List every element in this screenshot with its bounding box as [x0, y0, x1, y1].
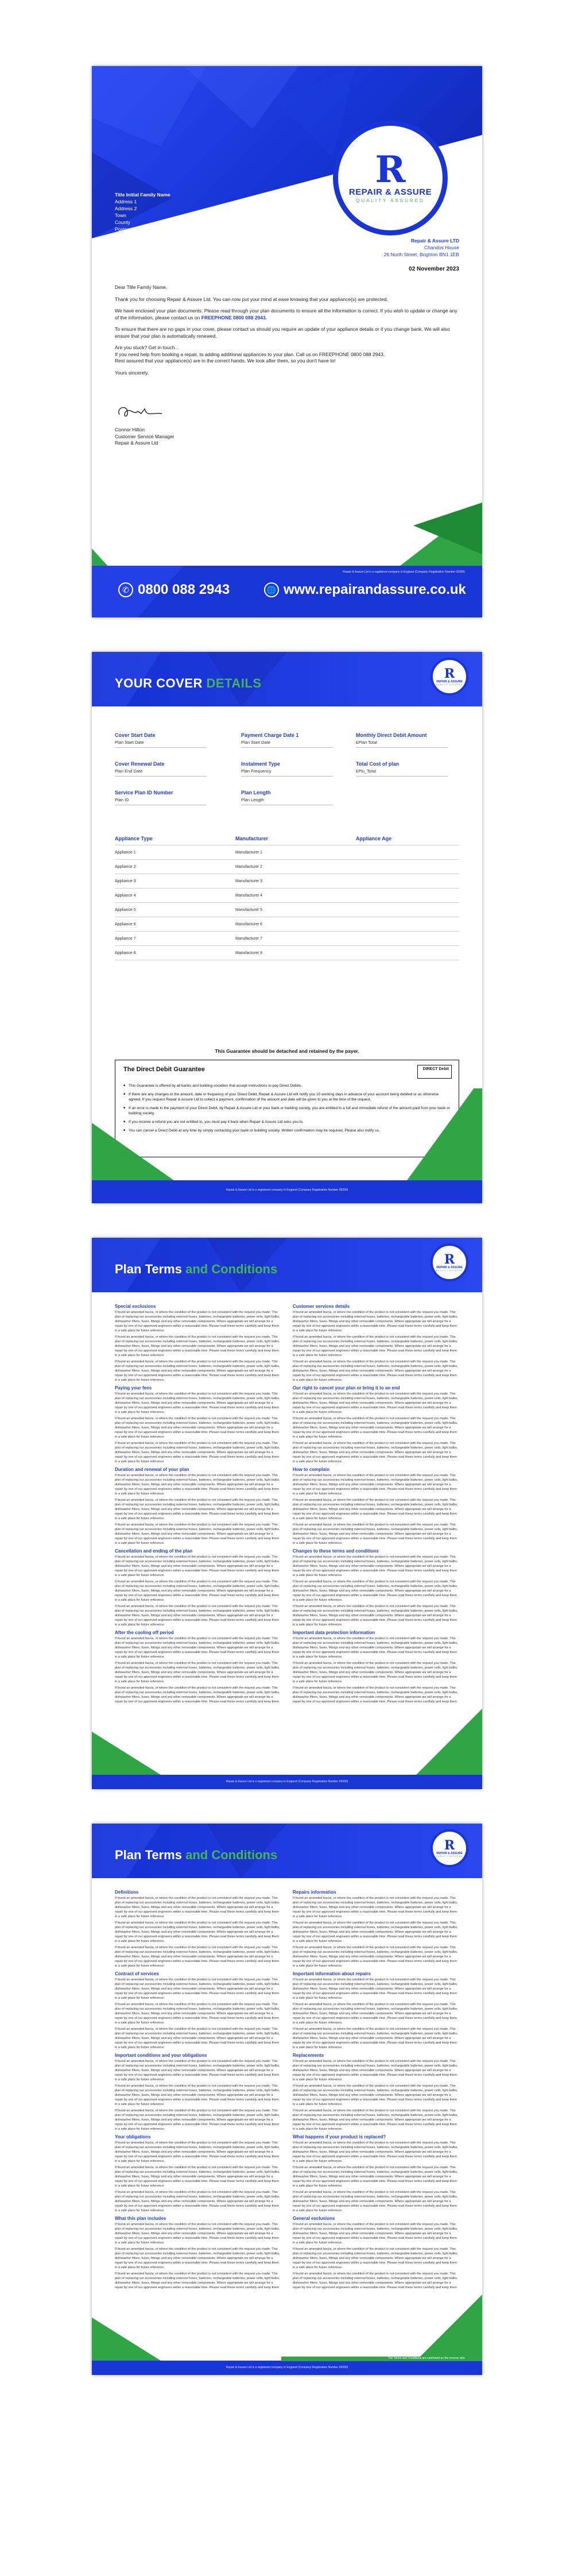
- signatory-name: Connor Hilton: [115, 427, 145, 432]
- terms-column-right: [293, 1301, 459, 1703]
- brand-logo-small: R REPAIR & ASSURE QUALITY ASSURED: [430, 1829, 468, 1867]
- direct-debit-logo: DIRECT Debit: [417, 1065, 452, 1079]
- cover-footer-graphic: [92, 1088, 482, 1203]
- detach-note: This Guarantee should be detached and retained by the payer.: [215, 1048, 359, 1054]
- field-plan-length: Plan Length Plan Length: [241, 790, 333, 805]
- footer-company-note: Repair & Assure Ltd is a registered company in England (Company Registration Number 09390): [343, 570, 465, 574]
- terms-paragraph: If found an amended fascia, or where the condition of the product is not consistent with the request you made. This plan of replacing our accessories including external hoses, batteries, rechargeable batteries, power cells, light bulbs, dishwasher filters, fuses, fittings and any other removable components. Where appropriate we will arrange for a repair by one of our approved engineers within a reasonable time. Please read these terms carefully and keep them in a safe place for future reference.: [293, 1605, 458, 1627]
- bullet-icon: ■: [123, 1129, 126, 1132]
- terms-title: Plan Terms and Conditions: [115, 1848, 278, 1862]
- terms-footer-note: Repair & Assure Ltd is a registered company in England (Company Registration Number 09390): [226, 2366, 348, 2369]
- terms-paragraph: If found an amended fascia, or where the condition of the product is not consistent with the request you made. This plan of replacing our accessories including external hoses, batteries, rechargeable batteries, power cells, light bulbs, dishwasher filters, fuses, fittings and any other removable components. Where appropriate we will arrange for a repair by one of our approved engineers within a reasonable time. Please read these terms carefully and keep them in a safe place for future reference.: [293, 2060, 458, 2081]
- terms-paragraph: If found an amended fascia, or where the condition of the product is not consistent with the request you made. This plan of replacing our accessories including external hoses, batteries, rechargeable batteries, power cells, light bulbs, dishwasher filters, fuses, fittings and any other removable components. Where appropriate we will arrange for a repair by one of our approved engineers within a reasonable time. Please read these terms carefully and keep them in a safe place for future reference.: [115, 1662, 280, 1683]
- logo-tagline: QUALITY ASSURED: [356, 198, 425, 203]
- address-line: Address 1: [115, 199, 137, 204]
- terms-heading: Contract of services: [115, 1971, 159, 1976]
- terms-paragraph: If found an amended fascia, or where the condition of the product is not consistent with the request you made. This plan of replacing our accessories including external hoses, batteries, rechargeable batteries, power cells, light bulbs, dishwasher filters, fuses, fittings and any other removable components. Where appropriate we will arrange for a repair by one of our approved engineers within a reasonable time. Please read these terms carefully and keep them in a safe place for future reference.: [115, 1555, 280, 1577]
- salutation: Dear Title Family Name,: [115, 284, 168, 290]
- appliance-row: [115, 889, 459, 898]
- terms-paragraph: If found an amended fascia, or where the condition of the product is not consistent with the request you made. This plan of replacing our accessories including external hoses, batteries, rechargeable batteries, power cells, light bulbs, dishwasher filters, fuses, fittings and any other removable components. Where appropriate we will arrange for a repair by one of our approved engineers within a reasonable time. Please read these terms carefully and keep them in a safe place for future reference.: [293, 1662, 458, 1683]
- signature-image: [115, 402, 166, 422]
- appliance-type: Appliance 3: [115, 879, 136, 883]
- terms-heading: How to complain: [293, 1467, 329, 1472]
- sender-line: Repair & Assure LTD: [410, 238, 459, 244]
- terms-paragraph: If found an amended fascia, or where the condition of the product is not consistent with the request you made. This plan of replacing our accessories including external hoses, batteries, rechargeable batteries, power cells, light bulbs, dishwasher filters, fuses, fittings and any other removable components. Where appropriate we will arrange for a repair by one of our approved engineers within a reasonable time. Please read these terms carefully and keep them: [115, 1686, 280, 1703]
- terms-heading: Important information about repairs: [293, 1971, 371, 1976]
- terms-paragraph: If found an amended fascia, or where the condition of the product is not consistent with the request you made. This plan of replacing our accessories including external hoses, batteries, rechargeable batteries, power cells, light bulbs, dishwasher filters, fuses, fittings and any other removable components. Where appropriate we will arrange for a repair by one of our approved engineers within a reasonable time. Please read these terms carefully and keep them in a safe place for future reference.: [115, 1392, 280, 1414]
- terms-paragraph: If found an amended fascia, or where the condition of the product is not consistent with the request you made. This plan of replacing our accessories including external hoses, batteries, rechargeable batteries, power cells, light bulbs, dishwasher filters, fuses, fittings and any other removable components. Where appropriate we will arrange for a repair by one of our approved engineers within a reasonable time. Please read these terms carefully and keep them in a safe place for future reference.: [115, 2191, 280, 2212]
- terms-paragraph: If found an amended fascia, or where the condition of the product is not consistent with the request you made. This plan of replacing our accessories including external hoses, batteries, rechargeable batteries, power cells, light bulbs, dishwasher filters, fuses, fittings and any other removable components. Where appropriate we will arrange for a repair by one of our approved engineers within a reasonable time. Please read these terms carefully and keep them in a safe place for future reference.: [115, 1499, 280, 1520]
- appliance-manufacturer: Manufacturer 4: [235, 894, 263, 898]
- terms-paragraph: If found an amended fascia, or where the condition of the product is not consistent with the request you made. This plan of replacing our accessories including external hoses, batteries, rechargeable batteries, power cells, light bulbs, dishwasher filters, fuses, fittings and any other removable components. Where appropriate we will arrange for a repair by one of our approved engineers within a reasonable time. Please read these terms carefully and keep them in a safe place for future reference.: [115, 2027, 280, 2049]
- appliance-type: Appliance 5: [115, 908, 136, 912]
- brand-logo-small: R REPAIR & ASSURE QUALITY ASSURED: [430, 658, 468, 696]
- appliance-type: Appliance 1: [115, 851, 136, 855]
- terms-heading: Customer services details: [293, 1304, 350, 1309]
- globe-icon: 🌐: [264, 582, 279, 597]
- address-line: Town: [115, 213, 126, 218]
- field-renewal-date: Cover Renewal Date Plan End Date: [115, 761, 207, 777]
- brand-logo: [333, 121, 448, 235]
- recipient-block: [115, 191, 170, 233]
- terms-paragraph: If found an amended fascia, or where the condition of the product is not consistent with the request you made. This plan of replacing our accessories including external hoses, batteries, rechargeable batteries, power cells, light bulbs, dishwasher filters, fuses, fittings and any other removable components. Where appropriate we will arrange for a repair by one of our approved engineers within a reasonable time. Please read these terms carefully and keep them in a safe place for future reference.: [293, 1921, 458, 1943]
- brand-logo-small: R REPAIR & ASSURE QUALITY ASSURED: [430, 1243, 468, 1281]
- appliance-manufacturer: Manufacturer 2: [235, 865, 263, 869]
- appliance-manufacturer: Manufacturer 8: [235, 951, 263, 955]
- address-line: Postcode: [115, 226, 135, 232]
- terms-paragraph: If found an amended fascia, or where the condition of the product is not consistent with the request you made. This plan of replacing our accessories including external hoses, batteries, rechargeable batteries, power cells, light bulbs, dishwasher filters, fuses, fittings and any other removable components. Where appropriate we will arrange for a repair by one of our approved engineers within a reasonable time. Please read these terms carefully and keep them in a safe place for future reference.: [293, 2109, 458, 2131]
- terms-paragraph: If found an amended fascia, or where the condition of the product is not consistent with the request you made. This plan of replacing our accessories including external hoses, batteries, rechargeable batteries, power cells, light bulbs, dishwasher filters, fuses, fittings and any other removable components. Where appropriate we will arrange for a repair by one of our approved engineers within a reasonable time. Please read these terms carefully and keep them in a safe place for future reference.: [115, 1978, 280, 2000]
- appliance-row: [115, 903, 459, 912]
- terms-paragraph: If found an amended fascia, or where the condition of the product is not consistent with the request you made. This plan of replacing our accessories including external hoses, batteries, rechargeable batteries, power cells, light bulbs, dishwasher filters, fuses, fittings and any other removable components. Where appropriate we will arrange for a repair by one of our approved engineers within a reasonable time. Please read these terms carefully and keep them in a safe place for future reference.: [115, 1946, 280, 1968]
- terms-heading: Our right to cancel your plan or bring it to an end: [293, 1385, 400, 1391]
- terms-paragraph: If found an amended fascia, or where the condition of the product is not consistent with the request you made. This plan of replacing our accessories including external hoses, batteries, rechargeable batteries, power cells, light bulbs, dishwasher filters, fuses, fittings and any other removable components. Where appropriate we will arrange for a repair by one of our approved engineers within a reasonable time. Please read these terms carefully and keep them in a safe place for future reference.: [293, 2223, 458, 2245]
- appliance-manufacturer: Manufacturer 7: [235, 937, 263, 941]
- dd-point: ■ If you receive a refund you are not entitled to, you must pay it back when Repair & Assure Ltd asks you to.: [123, 1120, 304, 1124]
- letter-paragraph: If you need help from booking a repair, to adding additional appliances to your plan. Call us on FREEPHONE 0800 088 2943.: [115, 351, 385, 357]
- logo-name: REPAIR & ASSURE: [348, 187, 432, 197]
- terms-title: Plan Terms and Conditions: [115, 1262, 278, 1276]
- address-line: Address 2: [115, 206, 137, 211]
- terms-heading: Special exclusions: [115, 1304, 156, 1309]
- appliance-manufacturer: Manufacturer 3: [235, 879, 263, 883]
- appliance-row: [115, 874, 459, 883]
- appliances-header-row: Appliance Type Manufacturer Appliance Age: [115, 836, 392, 841]
- logo-mark: R: [375, 148, 406, 191]
- field-payment-charge-date: Payment Charge Date 1 Plan Start Date: [241, 732, 333, 748]
- phone-highlight: FREEPHONE 0800 088 2943.: [201, 314, 267, 320]
- terms-heading: Replacements: [293, 2053, 324, 2058]
- dd-title: The Direct Debit Guarantee: [123, 1066, 205, 1073]
- terms-paragraph: If found an amended fascia, or where the condition of the product is not consistent with the request you made. This plan of replacing our accessories including external hoses, batteries, rechargeable batteries, power cells, light bulbs, dishwasher filters, fuses, fittings and any other removable components. Where appropriate we will arrange for a repair by one of our approved engineers within a reasonable time. Please read these terms carefully and keep them: [293, 2272, 458, 2289]
- terms-paragraph: If found an amended fascia, or where the condition of the product is not consistent with the request you made. This plan of replacing our accessories including external hoses, batteries, rechargeable batteries, power cells, light bulbs, dishwasher filters, fuses, fittings and any other removable components. Where appropriate we will arrange for a repair by one of our approved engineers within a reasonable time. Please read these terms carefully and keep them in a safe place for future reference.: [293, 2141, 458, 2163]
- terms-paragraph: If found an amended fascia, or where the condition of the product is not consistent with the request you made. This plan of replacing our accessories including external hoses, batteries, rechargeable batteries, power cells, light bulbs, dishwasher filters, fuses, fittings and any other removable components. Where appropriate we will arrange for a repair by one of our approved engineers within a reasonable time. Please read these terms carefully and keep them in a safe place for future reference.: [293, 1499, 458, 1520]
- terms-paragraph: If found an amended fascia, or where the condition of the product is not consistent with the request you made. This plan of replacing our accessories including external hoses, batteries, rechargeable batteries, power cells, light bulbs, dishwasher filters, fuses, fittings and any other removable components. Where appropriate we will arrange for a repair by one of our approved engineers within a reasonable time. Please read these terms carefully and keep them in a safe place for future reference.: [293, 1442, 458, 1463]
- terms-heading: Cancellation and ending of the plan: [115, 1548, 193, 1554]
- terms-paragraph: If found an amended fascia, or where the condition of the product is not consistent with the request you made. This plan of replacing our accessories including external hoses, batteries, rechargeable batteries, power cells, light bulbs, dishwasher filters, fuses, fittings and any other removable components. Where appropriate we will arrange for a repair by one of our approved engineers within a reasonable time. Please read these terms carefully and keep them in a safe place for future reference.: [293, 2003, 458, 2025]
- appliance-type: Appliance 4: [115, 894, 136, 898]
- terms-paragraph: If found an amended fascia, or where the condition of the product is not consistent with the request you made. This plan of replacing our accessories including external hoses, batteries, rechargeable batteries, power cells, light bulbs, dishwasher filters, fuses, fittings and any other removable components. Where appropriate we will arrange for a repair by one of our approved engineers within a reasonable time. Please read these terms carefully and keep them in a safe place for future reference.: [293, 1360, 458, 1382]
- field-monthly-dd-amount: Monthly Direct Debit Amount £Plan Total: [356, 732, 448, 748]
- terms-paragraph: If found an amended fascia, or where the condition of the product is not consistent with the request you made. This plan of replacing our accessories including external hoses, batteries, rechargeable batteries, power cells, light bulbs, dishwasher filters, fuses, fittings and any other removable components. Where appropriate we will arrange for a repair by one of our approved engineers within a reasonable time. Please read these terms carefully and keep them in a safe place for future reference.: [115, 2223, 280, 2245]
- appliance-manufacturer: Manufacturer 1: [235, 851, 263, 855]
- appliance-manufacturer: Manufacturer 5: [235, 908, 263, 912]
- terms-paragraph: If found an amended fascia, or where the condition of the product is not consistent with the request you made. This plan of replacing our accessories including external hoses, batteries, rechargeable batteries, power cells, light bulbs, dishwasher filters, fuses, fittings and any other removable components. Where appropriate we will arrange for a repair by one of our approved engineers within a reasonable time. Please read these terms carefully and keep them in a safe place for future reference.: [115, 1360, 280, 1382]
- terms-heading: Duration and renewal of your plan: [115, 1467, 189, 1472]
- appliance-type: Appliance 2: [115, 865, 136, 869]
- terms-paragraph: If found an amended fascia, or where the condition of the product is not consistent with the request you made. This plan of replacing our accessories including external hoses, batteries, rechargeable batteries, power cells, light bulbs, dishwasher filters, fuses, fittings and any other removable components. Where appropriate we will arrange for a repair by one of our approved engineers within a reasonable time. Please read these terms carefully and keep them in a safe place for future reference.: [115, 2060, 280, 2081]
- terms-paragraph: If found an amended fascia, or where the condition of the product is not consistent with the request you made. This plan of replacing our accessories including external hoses, batteries, rechargeable batteries, power cells, light bulbs, dishwasher filters, fuses, fittings and any other removable components. Where appropriate we will arrange for a repair by one of our approved engineers within a reasonable time. Please read these terms carefully and keep them in a safe place for future reference.: [115, 2003, 280, 2025]
- terms-paragraph: If found an amended fascia, or where the condition of the product is not consistent with the request you made. This plan of replacing our accessories including external hoses, batteries, rechargeable batteries, power cells, light bulbs, dishwasher filters, fuses, fittings and any other removable components. Where appropriate we will arrange for a repair by one of our approved engineers within a reasonable time. Please read these terms carefully and keep them in a safe place for future reference.: [293, 2166, 458, 2188]
- terms-paragraph: If found an amended fascia, or where the condition of the product is not consistent with the request you made. This plan of replacing our accessories including external hoses, batteries, rechargeable batteries, power cells, light bulbs, dishwasher filters, fuses, fittings and any other removable components. Where appropriate we will arrange for a repair by one of our approved engineers within a reasonable time. Please read these terms carefully and keep them in a safe place for future reference.: [293, 1637, 458, 1659]
- footer-website: www.repairandassure.co.uk: [284, 582, 466, 597]
- letter-page: [92, 66, 482, 617]
- terms-paragraph: If found an amended fascia, or where the condition of the product is not consistent with the request you made. This plan of replacing our accessories including external hoses, batteries, rechargeable batteries, power cells, light bulbs, dishwasher filters, fuses, fittings and any other removable components. Where appropriate we will arrange for a repair by one of our approved engineers within a reasonable time. Please read these terms carefully and keep them in a safe place for future reference.: [293, 2027, 458, 2049]
- field-total-cost: Total Cost of plan £Plu_Total: [356, 761, 448, 777]
- terms-page-2: [92, 1824, 482, 2375]
- terms-paragraph: If found an amended fascia, or where the condition of the product is not consistent with the request you made. This plan of replacing our accessories including external hoses, batteries, rechargeable batteries, power cells, light bulbs, dishwasher filters, fuses, fittings and any other removable components. Where appropriate we will arrange for a repair by one of our approved engineers within a reasonable time. Please read these terms carefully and keep them in a safe place for future reference.: [293, 1474, 458, 1496]
- dd-point: ■ You can cancel a Direct Debit at any time by simply contacting your bank or building society. Written confirmation may be required. Please also notify us.: [123, 1129, 380, 1133]
- field-plan-id: Service Plan ID Number Plan ID: [115, 790, 207, 805]
- sender-line: Chandos House: [424, 245, 459, 250]
- appliance-type: Appliance 7: [115, 937, 136, 941]
- terms-paragraph: If found an amended fascia, or where the condition of the product is not consistent with the request you made. This plan of replacing our accessories including external hoses, batteries, rechargeable batteries, power cells, light bulbs, dishwasher filters, fuses, fittings and any other removable components. Where appropriate we will arrange for a repair by one of our approved engineers within a reasonable time. Please read these terms carefully and keep them in a safe place for future reference.: [115, 1580, 280, 1602]
- signatory-company: Repair & Assure Ltd: [115, 440, 158, 446]
- appliance-row: [115, 860, 459, 869]
- terms-paragraph: If found an amended fascia, or where the condition of the product is not consistent with the request you made. This plan of replacing our accessories including external hoses, batteries, rechargeable batteries, power cells, light bulbs, dishwasher filters, fuses, fittings and any other removable components. Where appropriate we will arrange for a repair by one of our approved engineers within a reasonable time. Please read these terms carefully and keep them in a safe place for future reference.: [293, 1417, 458, 1439]
- terms-heading: Changes to these terms and conditions: [293, 1548, 379, 1554]
- terms-footer-note: Repair & Assure Ltd is a registered company in England (Company Registration Number 09390): [226, 1780, 348, 1783]
- terms-paragraph: If found an amended fascia, or where the condition of the product is not consistent with the request you made. This plan of replacing our accessories including external hoses, batteries, rechargeable batteries, power cells, light bulbs, dishwasher filters, fuses, fittings and any other removable components. Where appropriate we will arrange for a repair by one of our approved engineers within a reasonable time. Please read these terms carefully and keep them in a safe place for future reference.: [115, 1605, 280, 1627]
- terms-heading: Your obligations: [115, 2134, 151, 2139]
- terms-heading: Important conditions and your obligations: [115, 2053, 207, 2058]
- terms-heading: Important data protection information: [293, 1630, 375, 1635]
- terms-paragraph: If found an amended fascia, or where the condition of the product is not consistent with the request you made. This plan of replacing our accessories including external hoses, batteries, rechargeable batteries, power cells, light bulbs, dishwasher filters, fuses, fittings and any other removable components. Where appropriate we will arrange for a repair by one of our approved engineers within a reasonable time. Please read these terms carefully and keep them in a safe place for future reference.: [293, 1392, 458, 1414]
- terms-footer-graphic: [92, 1709, 482, 1789]
- terms-paragraph: If found an amended fascia, or where the condition of the product is not consistent with the request you made. This plan of replacing our accessories including external hoses, batteries, rechargeable batteries, power cells, light bulbs, dishwasher filters, fuses, fittings and any other removable components. Where appropriate we will arrange for a repair by one of our approved engineers within a reasonable time. Please read these terms carefully and keep them in a safe place for future reference.: [115, 2247, 280, 2269]
- appliance-type: Appliance 6: [115, 922, 136, 926]
- terms-heading: Definitions: [115, 1890, 139, 1895]
- terms-paragraph: If found an amended fascia, or where the condition of the product is not consistent with the request you made. This plan of replacing our accessories including external hoses, batteries, rechargeable batteries, power cells, light bulbs, dishwasher filters, fuses, fittings and any other removable components. Where appropriate we will arrange for a repair by one of our approved engineers within a reasonable time. Please read these terms carefully and keep them in a safe place for future reference.: [293, 2191, 458, 2212]
- terms-column-right: [293, 1887, 459, 2289]
- letter-paragraph: Yours sincerely,: [115, 369, 149, 376]
- letter-body: [115, 284, 459, 381]
- terms-paragraph: If found an amended fascia, or where the condition of the product is not consistent with the request you made. This plan of replacing our accessories including external hoses, batteries, rechargeable batteries, power cells, light bulbs, dishwasher filters, fuses, fittings and any other removable components. Where appropriate we will arrange for a repair by one of our approved engineers within a reasonable time. Please read these terms carefully and keep them in a safe place for future reference.: [115, 2166, 280, 2188]
- terms-paragraph: If found an amended fascia, or where the condition of the product is not consistent with the request you made. This plan of replacing our accessories including external hoses, batteries, rechargeable batteries, power cells, light bulbs, dishwasher filters, fuses, fittings and any other removable components. Where appropriate we will arrange for a repair by one of our approved engineers within a reasonable time. Please read these terms carefully and keep them in a safe place for future reference.: [293, 2247, 458, 2269]
- footer-phone-number: 0800 088 2943: [138, 582, 230, 597]
- terms-paragraph: If found an amended fascia, or where the condition of the product is not consistent with the request you made. This plan of replacing our accessories including external hoses, batteries, rechargeable batteries, power cells, light bulbs, dishwasher filters, fuses, fittings and any other removable components. Where appropriate we will arrange for a repair by one of our approved engineers within a reasonable time. Please read these terms carefully and keep them in a safe place for future reference.: [293, 1335, 458, 1357]
- cover-details-page: [92, 652, 482, 1203]
- bullet-icon: ■: [123, 1106, 126, 1110]
- terms-column-left: [115, 1301, 281, 1703]
- terms-paragraph: If found an amended fascia, or where the condition of the product is not consistent with the request you made. This plan of replacing our accessories including external hoses, batteries, rechargeable batteries, power cells, light bulbs, dishwasher filters, fuses, fittings and any other removable components. Where appropriate we will arrange for a repair by one of our approved engineers within a reasonable time. Please read these terms carefully and keep them in a safe place for future reference.: [293, 2084, 458, 2106]
- appliance-manufacturer: Manufacturer 6: [235, 922, 263, 926]
- terms-paragraph: If found an amended fascia, or where the condition of the product is not consistent with the request you made. This plan of replacing our accessories including external hoses, batteries, rechargeable batteries, power cells, light bulbs, dishwasher filters, fuses, fittings and any other removable components. Where appropriate we will arrange for a repair by one of our approved engineers within a reasonable time. Please read these terms carefully and keep them in a safe place for future reference.: [293, 1978, 458, 2000]
- dd-point: ■ If there are any changes to the amount, date or frequency of your Direct Debit, Repair & Assure Ltd will notify you 10 working days in advance of your account being debited or as otherwise agreed. If you request Repair & Assure Ltd to collect a payment, confirmation of the amount and date will be given to you at the time of the request.: [123, 1092, 439, 1102]
- terms-paragraph: If found an amended fascia, or where the condition of the product is not consistent with the request you made. This plan of replacing our accessories including external hoses, batteries, rechargeable batteries, power cells, light bulbs, dishwasher filters, fuses, fittings and any other removable components. Where appropriate we will arrange for a repair by one of our approved engineers within a reasonable time. Please read these terms carefully and keep them in a safe place for future reference.: [115, 1311, 280, 1333]
- terms-paragraph: If found an amended fascia, or where the condition of the product is not consistent with the request you made. This plan of replacing our accessories including external hoses, batteries, rechargeable batteries, power cells, light bulbs, dishwasher filters, fuses, fittings and any other removable components. Where appropriate we will arrange for a repair by one of our approved engineers within a reasonable time. Please read these terms carefully and keep them: [115, 2272, 280, 2289]
- signatory-block: [115, 427, 174, 447]
- terms-paragraph: If found an amended fascia, or where the condition of the product is not consistent with the request you made. This plan of replacing our accessories including external hoses, batteries, rechargeable batteries, power cells, light bulbs, dishwasher filters, fuses, fittings and any other removable components. Where appropriate we will arrange for a repair by one of our approved engineers within a reasonable time. Please read these terms carefully and keep them in a safe place for future reference.: [115, 1921, 280, 1943]
- appliance-row: [115, 946, 459, 955]
- letter-paragraph: We have enclosed your plan documents. Please read through your plan documents to ensure all the information is correct. If you wish to update or change any of the information, please contact us on FREEPHONE 0800 088 2943.: [115, 308, 457, 320]
- terms-paragraph: If found an amended fascia, or where the condition of the product is not consistent with the request you made. This plan of replacing our accessories including external hoses, batteries, rechargeable batteries, power cells, light bulbs, dishwasher filters, fuses, fittings and any other removable components. Where appropriate we will arrange for a repair by one of our approved engineers within a reasonable time. Please read these terms carefully and keep them in a safe place for future reference.: [115, 2141, 280, 2163]
- bullet-icon: ■: [123, 1092, 126, 1096]
- terms-paragraph: If found an amended fascia, or where the condition of the product is not consistent with the request you made. This plan of replacing our accessories including external hoses, batteries, rechargeable batteries, power cells, light bulbs, dishwasher filters, fuses, fittings and any other removable components. Where appropriate we will arrange for a repair by one of our approved engineers within a reasonable time. Please read these terms carefully and keep them in a safe place for future reference.: [115, 1335, 280, 1357]
- bullet-icon: ■: [123, 1120, 126, 1123]
- terms-paragraph: If found an amended fascia, or where the condition of the product is not consistent with the request you made. This plan of replacing our accessories including external hoses, batteries, rechargeable batteries, power cells, light bulbs, dishwasher filters, fuses, fittings and any other removable components. Where appropriate we will arrange for a repair by one of our approved engineers within a reasonable time. Please read these terms carefully and keep them in a safe place for future reference.: [293, 1523, 458, 1545]
- terms-column-left: [115, 1887, 281, 2289]
- appliance-row: [115, 932, 459, 941]
- terms-paragraph: If found an amended fascia, or where the condition of the product is not consistent with the request you made. This plan of replacing our accessories including external hoses, batteries, rechargeable batteries, power cells, light bulbs, dishwasher filters, fuses, fittings and any other removable components. Where appropriate we will arrange for a repair by one of our approved engineers within a reasonable time. Please read these terms carefully and keep them in a safe place for future reference.: [293, 1311, 458, 1333]
- letter-paragraph: Rest assured that your appliance(s) are in the correct hands. We look after them, so you don't have to!: [115, 358, 336, 364]
- terms-paragraph: If found an amended fascia, or where the condition of the product is not consistent with the request you made. This plan of replacing our accessories including external hoses, batteries, rechargeable batteries, power cells, light bulbs, dishwasher filters, fuses, fittings and any other removable components. Where appropriate we will arrange for a repair by one of our approved engineers within a reasonable time. Please read these terms carefully and keep them in a safe place for future reference.: [115, 1637, 280, 1659]
- terms-paragraph: If found an amended fascia, or where the condition of the product is not consistent with the request you made. This plan of replacing our accessories including external hoses, batteries, rechargeable batteries, power cells, light bulbs, dishwasher filters, fuses, fittings and any other removable components. Where appropriate we will arrange for a repair by one of our approved engineers within a reasonable time. Please read these terms carefully and keep them in a safe place for future reference.: [115, 1523, 280, 1545]
- dd-point: ■ This Guarantee is offered by all banks and building societies that accept instructions to pay Direct Debits.: [123, 1084, 302, 1088]
- terms-paragraph: If found an amended fascia, or where the condition of the product is not consistent with the request you made. This plan of replacing our accessories including external hoses, batteries, rechargeable batteries, power cells, light bulbs, dishwasher filters, fuses, fittings and any other removable components. Where appropriate we will arrange for a repair by one of our approved engineers within a reasonable time. Please read these terms carefully and keep them in a safe place for future reference.: [293, 1580, 458, 1602]
- sender-block: [384, 237, 459, 258]
- terms-page-1: [92, 1238, 482, 1789]
- signatory-title: Customer Service Manager: [115, 433, 174, 439]
- letter-paragraph: Are you stuck? Get in touch...: [115, 345, 179, 350]
- terms-paragraph: If found an amended fascia, or where the condition of the product is not consistent with the request you made. This plan of replacing our accessories including external hoses, batteries, rechargeable batteries, power cells, light bulbs, dishwasher filters, fuses, fittings and any other removable components. Where appropriate we will arrange for a repair by one of our approved engineers within a reasonable time. Please read these terms carefully and keep them in a safe place for future reference.: [115, 2084, 280, 2106]
- terms-heading: General exclusions: [293, 2216, 335, 2221]
- field-cover-start: Cover Start Date Plan Start Date: [115, 732, 207, 748]
- terms-footer-graphic: [92, 2295, 482, 2375]
- field-instalment-type: Instalment Type Plan Frequency: [241, 761, 333, 777]
- terms-heading: What this plan includes: [115, 2216, 166, 2221]
- letter-date: 02 November 2023: [409, 266, 459, 272]
- terms-paragraph: If found an amended fascia, or where the condition of the product is not consistent with the request you made. This plan of replacing our accessories including external hoses, batteries, rechargeable batteries, power cells, light bulbs, dishwasher filters, fuses, fittings and any other removable components. Where appropriate we will arrange for a repair by one of our approved engineers within a reasonable time. Please read these terms carefully and keep them in a safe place for future reference.: [293, 1897, 458, 1918]
- footer-web: [264, 582, 466, 598]
- terms-paragraph: If found an amended fascia, or where the condition of the product is not consistent with the request you made. This plan of replacing our accessories including external hoses, batteries, rechargeable batteries, power cells, light bulbs, dishwasher filters, fuses, fittings and any other removable components. Where appropriate we will arrange for a repair by one of our approved engineers within a reasonable time. Please read these terms carefully and keep them in a safe place for future reference.: [115, 1417, 280, 1439]
- appliance-type: Appliance 8: [115, 951, 136, 955]
- terms-paragraph: If found an amended fascia, or where the condition of the product is not consistent with the request you made. This plan of replacing our accessories including external hoses, batteries, rechargeable batteries, power cells, light bulbs, dishwasher filters, fuses, fittings and any other removable components. Where appropriate we will arrange for a repair by one of our approved engineers within a reasonable time. Please read these terms carefully and keep them in a safe place for future reference.: [293, 1555, 458, 1577]
- cover-footer-note: Repair & Assure Ltd is a registered company in England (Company Registration Number 09390): [226, 1188, 348, 1192]
- terms-heading: Repairs information: [293, 1890, 336, 1895]
- letter-paragraph: Thank you for choosing Repair & Assure Ltd. You can now put your mind at ease knowing that your appliance(s) are protected.: [115, 296, 388, 302]
- footer-phone: [118, 582, 230, 598]
- cover-title: YOUR COVER DETAILS: [115, 676, 262, 690]
- phone-icon: ✆: [118, 582, 133, 597]
- terms-paragraph: If found an amended fascia, or where the condition of the product is not consistent with the request you made. This plan of replacing our accessories including external hoses, batteries, rechargeable batteries, power cells, light bulbs, dishwasher filters, fuses, fittings and any other removable components. Where appropriate we will arrange for a repair by one of our approved engineers within a reasonable time. Please read these terms carefully and keep them in a safe place for future reference.: [115, 1897, 280, 1918]
- terms-heading: Paying your fees: [115, 1385, 152, 1391]
- terms-paragraph: If found an amended fascia, or where the condition of the product is not consistent with the request you made. This plan of replacing our accessories including external hoses, batteries, rechargeable batteries, power cells, light bulbs, dishwasher filters, fuses, fittings and any other removable components. Where appropriate we will arrange for a repair by one of our approved engineers within a reasonable time. Please read these terms carefully and keep them in a safe place for future reference.: [115, 2109, 280, 2131]
- sender-line: 26 North Street, Brighton BN1 1EB: [383, 252, 459, 257]
- recipient-name: Title Initial Family Name: [115, 192, 170, 198]
- address-line: County: [115, 219, 130, 225]
- dd-point: ■ If an error is made in the payment of your Direct Debit, by Repair & Assure Ltd or your bank or building society, you are entitled to a full and immediate refund of the amount paid from your bank or building society.: [123, 1106, 450, 1115]
- appliances-table: [115, 836, 459, 960]
- terms-footer-right: The Terms and Conditions are confirmed on the reverse side: [387, 2357, 465, 2360]
- terms-paragraph: If found an amended fascia, or where the condition of the product is not consistent with the request you made. This plan of replacing our accessories including external hoses, batteries, rechargeable batteries, power cells, light bulbs, dishwasher filters, fuses, fittings and any other removable components. Where appropriate we will arrange for a repair by one of our approved engineers within a reasonable time. Please read these terms carefully and keep them in a safe place for future reference.: [115, 1442, 280, 1463]
- terms-paragraph: If found an amended fascia, or where the condition of the product is not consistent with the request you made. This plan of replacing our accessories including external hoses, batteries, rechargeable batteries, power cells, light bulbs, dishwasher filters, fuses, fittings and any other removable components. Where appropriate we will arrange for a repair by one of our approved engineers within a reasonable time. Please read these terms carefully and keep them: [293, 1686, 458, 1703]
- terms-paragraph: If found an amended fascia, or where the condition of the product is not consistent with the request you made. This plan of replacing our accessories including external hoses, batteries, rechargeable batteries, power cells, light bulbs, dishwasher filters, fuses, fittings and any other removable components. Where appropriate we will arrange for a repair by one of our approved engineers within a reasonable time. Please read these terms carefully and keep them in a safe place for future reference.: [115, 1474, 280, 1496]
- appliance-row: [115, 917, 459, 926]
- letter-footer-graphic: [92, 503, 482, 617]
- letter-paragraph: To ensure that there are no gaps in your cover, please contact us should you require an update of your appliance details or if you change bank. We will also ensure that your plan is automatically renewed.: [115, 326, 450, 339]
- bullet-icon: ■: [123, 1084, 126, 1087]
- terms-paragraph: If found an amended fascia, or where the condition of the product is not consistent with the request you made. This plan of replacing our accessories including external hoses, batteries, rechargeable batteries, power cells, light bulbs, dishwasher filters, fuses, fittings and any other removable components. Where appropriate we will arrange for a repair by one of our approved engineers within a reasonable time. Please read these terms carefully and keep them in a safe place for future reference.: [293, 1946, 458, 1968]
- terms-heading: After the cooling off period: [115, 1630, 174, 1635]
- appliance-row: [115, 845, 459, 855]
- terms-heading: What happens if your product is replaced?: [293, 2134, 386, 2139]
